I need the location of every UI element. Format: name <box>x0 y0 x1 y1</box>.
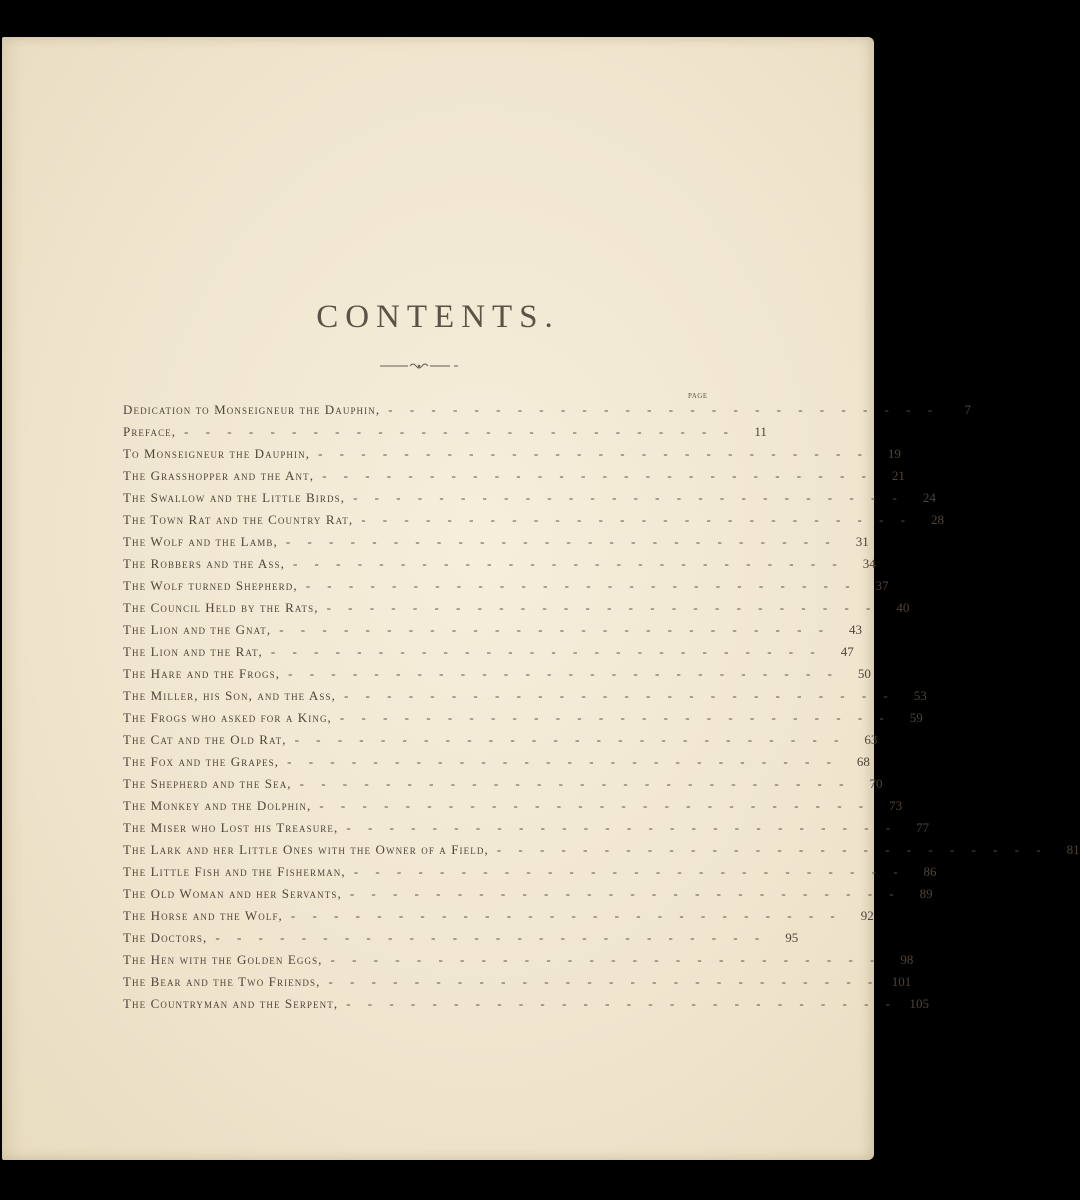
entry-title: The Lark and her Little Ones with the Owner of a Field, <box>123 842 489 857</box>
dot-leader: - - - - - - - - - - - - - - - - - - - - - - - - - - <box>388 402 940 417</box>
entry-title: To Monseigneur the Dauphin, <box>123 446 311 461</box>
list-item[interactable] <box>123 487 936 509</box>
page-column-label: PAGE <box>688 392 708 400</box>
dot-leader: - - - - - - - - - - - - - - - - - - - - - - - - - - <box>270 644 822 659</box>
entry-title: The Bear and the Two Friends, <box>123 974 321 989</box>
list-item[interactable] <box>123 531 869 553</box>
entry-title: The Council Held by the Rats, <box>123 600 319 615</box>
dot-leader: - - - - - - - - - - - - - - - - - - - - - - - - - - <box>279 622 831 637</box>
list-item[interactable] <box>123 421 767 443</box>
list-item[interactable] <box>123 817 930 839</box>
list-item[interactable] <box>123 795 903 817</box>
list-item[interactable] <box>123 839 1080 861</box>
dot-leader: - - - - - - - - - - - - - - - - - - - - - - - - - - <box>285 534 837 549</box>
entry-title: The Shepherd and the Sea, <box>123 776 292 791</box>
entry-page: 37 <box>875 578 889 593</box>
list-item[interactable] <box>123 553 876 575</box>
entry-page: 77 <box>916 820 930 835</box>
list-item[interactable] <box>123 773 883 795</box>
entry-page: 68 <box>856 754 870 769</box>
entry-page: 63 <box>864 732 878 747</box>
dot-leader: - - - - - - - - - - - - - - - - - - - - - - - - - - <box>330 952 882 967</box>
entry-page: 92 <box>860 908 874 923</box>
entry-page: 73 <box>889 798 903 813</box>
book-page <box>2 37 1080 1160</box>
dot-leader: - - - - - - - - - - - - - - - - - - - - - - - - - - <box>319 798 871 813</box>
page-title: CONTENTS. <box>316 299 560 335</box>
entry-title: The Horse and the Wolf, <box>123 908 283 923</box>
dot-leader: - - - - - - - - - - - - - - - - - - - - - - - - - - <box>184 424 735 439</box>
dot-leader: - - - - - - - - - - - - - - - - - - - - - - - - - - <box>353 490 904 505</box>
entry-page: 28 <box>931 512 945 527</box>
entry-title: The Miser who Lost his Treasure, <box>123 820 339 835</box>
entry-page: 50 <box>857 666 871 681</box>
entry-page: 53 <box>913 688 927 703</box>
entry-title: The Town Rat and the Country Rat, <box>123 512 354 527</box>
list-item[interactable] <box>123 905 874 927</box>
entry-title: The Hen with the Golden Eggs, <box>123 952 323 967</box>
entry-page: 40 <box>896 600 910 615</box>
entry-page: 31 <box>855 534 869 549</box>
dot-leader: - - - - - - - - - - - - - - - - - - - - - - - - - - <box>294 732 846 747</box>
dot-leader: - - - - - - - - - - - - - - - - - - - - - - - - - - <box>361 512 913 527</box>
entry-title: The Fox and the Grapes, <box>123 754 280 769</box>
entry-page: 19 <box>887 446 901 461</box>
list-item[interactable] <box>123 509 945 531</box>
entry-page: 59 <box>909 710 923 725</box>
entry-page: 47 <box>840 644 854 659</box>
entry-page: 95 <box>785 930 799 945</box>
dot-leader: - - - - - - - - - - - - - - - - - - - - - - - - - - <box>287 754 838 769</box>
entry-title: The Countryman and the Serpent, <box>123 996 339 1011</box>
entry-page: 34 <box>862 556 876 571</box>
dot-leader: - - - - - - - - - - - - - - - - - - - - - - - - - - <box>349 886 901 901</box>
entry-title: Dedication to Monseigneur the Dauphin, <box>123 402 381 417</box>
entry-title: The Frogs who asked for a King, <box>123 710 332 725</box>
dot-leader: - - - - - - - - - - - - - - - - - - - - - - - - - - <box>292 556 844 571</box>
entry-title: The Wolf and the Lamb, <box>123 534 278 549</box>
contents-list <box>123 399 1080 1015</box>
entry-page: 70 <box>869 776 883 791</box>
dot-leader: - - - - - - - - - - - - - - - - - - - - - - - - - - <box>343 688 895 703</box>
dot-leader: - - - - - - - - - - - - - - - - - - - - - - - - - - <box>328 974 880 989</box>
entry-page: 105 <box>909 996 929 1011</box>
entry-title: The Monkey and the Dolphin, <box>123 798 312 813</box>
list-item[interactable] <box>123 399 972 421</box>
entry-page: 101 <box>891 974 912 989</box>
list-item[interactable] <box>123 465 905 487</box>
entry-page: 43 <box>849 622 863 637</box>
entry-title: The Lion and the Gnat, <box>123 622 272 637</box>
entry-title: The Wolf turned Shepherd, <box>123 578 298 593</box>
dot-leader: - - - - - - - - - - - - - - - - - - - - - - - - - - <box>339 710 891 725</box>
entry-title: The Miller, his Son, and the Ass, <box>123 688 336 703</box>
entry-title: The Old Woman and her Servants, <box>123 886 342 901</box>
dot-leader: - - - - - - - - - - - - - - - - - - - - - - - - - - <box>322 468 873 483</box>
list-item[interactable] <box>123 685 927 707</box>
list-item[interactable] <box>123 993 929 1015</box>
dot-leader: - - - - - - - - - - - - - - - - - - - - - - - - - - <box>305 578 857 593</box>
entry-page: 11 <box>754 424 767 439</box>
list-item[interactable] <box>123 663 871 685</box>
entry-page: 86 <box>923 864 937 879</box>
ornament-divider <box>380 361 460 371</box>
dot-leader: - - - - - - - - - - - - - - - - - - - - - - - - - - <box>346 820 898 835</box>
entry-title: Preface, <box>123 424 177 439</box>
list-item[interactable] <box>123 641 854 663</box>
list-item[interactable] <box>123 619 863 641</box>
list-item[interactable] <box>123 949 914 971</box>
list-item[interactable] <box>123 443 901 465</box>
list-item[interactable] <box>123 751 870 773</box>
dot-leader: - - - - - - - - - - - - - - - - - - - - - - - - - - <box>353 864 905 879</box>
list-item[interactable] <box>123 971 912 993</box>
entry-page: 81 <box>1066 842 1080 857</box>
dot-leader: - - - - - - - - - - - - - - - - - - - - - - - - - - <box>318 446 869 461</box>
entry-page: 24 <box>922 490 936 505</box>
entry-title: The Doctors, <box>123 930 208 945</box>
entry-title: The Grasshopper and the Ant, <box>123 468 315 483</box>
dot-leader: - - - - - - - - - - - - - - - - - - - - - - - - - - <box>326 600 878 615</box>
dot-leader: - - - - - - - - - - - - - - - - - - - - - - - - - - <box>496 842 1048 857</box>
entry-page: 21 <box>891 468 905 483</box>
entry-page: 98 <box>900 952 914 967</box>
entry-title: The Little Fish and the Fisherman, <box>123 864 346 879</box>
entry-title: The Hare and the Frogs, <box>123 666 281 681</box>
entry-title: The Robbers and the Ass, <box>123 556 285 571</box>
dot-leader: - - - - - - - - - - - - - - - - - - - - - - - - - - <box>290 908 842 923</box>
dot-leader: - - - - - - - - - - - - - - - - - - - - - - - - - - <box>299 776 851 791</box>
entry-page: 7 <box>964 402 972 417</box>
dot-leader: - - - - - - - - - - - - - - - - - - - - - - - - - - <box>215 930 767 945</box>
entry-page: 89 <box>919 886 933 901</box>
dot-leader: - - - - - - - - - - - - - - - - - - - - - - - - - - <box>288 666 839 681</box>
list-item[interactable] <box>123 861 937 883</box>
list-item[interactable] <box>123 575 889 597</box>
list-item[interactable] <box>123 729 878 751</box>
list-item[interactable] <box>123 707 923 729</box>
list-item[interactable] <box>123 883 933 905</box>
dot-leader: - - - - - - - - - - - - - - - - - - - - - - - - - - <box>346 996 897 1011</box>
entry-title: The Cat and the Old Rat, <box>123 732 287 747</box>
list-item[interactable] <box>123 597 910 619</box>
entry-title: The Swallow and the Little Birds, <box>123 490 346 505</box>
list-item[interactable] <box>123 927 799 949</box>
entry-title: The Lion and the Rat, <box>123 644 263 659</box>
